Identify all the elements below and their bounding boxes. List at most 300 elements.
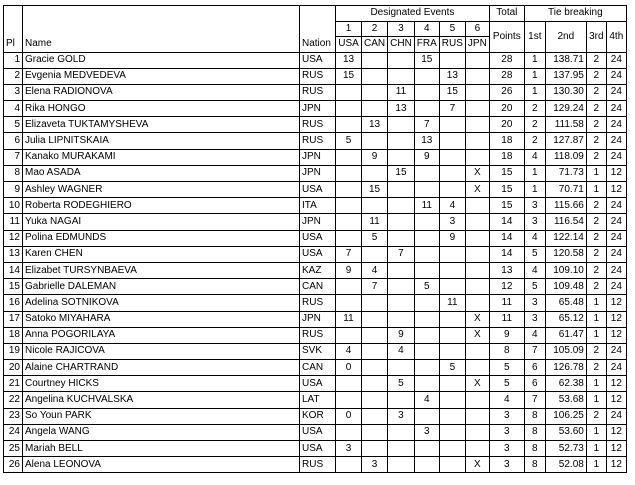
- event-points-cell: [414, 343, 439, 359]
- tie-3rd-cell: 2: [586, 246, 606, 262]
- nation-header-mid: [300, 21, 336, 37]
- event-points-cell: 4: [439, 198, 465, 214]
- tie-2nd-cell: 130.30: [545, 84, 586, 100]
- tie-4th-cell: 12: [606, 376, 626, 392]
- table-row: [4, 149, 627, 165]
- tie-3rd-cell: 1: [586, 392, 606, 408]
- event-points-cell: [336, 198, 362, 214]
- table-row: [4, 343, 627, 359]
- event-points-cell: [362, 424, 388, 440]
- nation-cell: KOR: [300, 408, 336, 424]
- name-cell: Mariah BELL: [23, 441, 300, 457]
- tie-1st-cell: 8: [524, 424, 545, 440]
- name-cell: Courtney HICKS: [23, 376, 300, 392]
- event-points-cell: [362, 165, 388, 181]
- place-cell: 23: [4, 408, 23, 424]
- total-points-cell: 11: [489, 295, 524, 311]
- place-cell: 15: [4, 279, 23, 295]
- name-cell: Polina EDMUNDS: [23, 230, 300, 246]
- event-code: RUS: [439, 37, 465, 53]
- name-cell: Kanako MURAKAMI: [23, 149, 300, 165]
- event-points-cell: [414, 182, 439, 198]
- event-points-cell: [388, 198, 415, 214]
- place-cell: 6: [4, 133, 23, 149]
- event-points-cell: [439, 117, 465, 133]
- tie-4th-cell: 24: [606, 101, 626, 117]
- name-cell: Anna POGORILAYA: [23, 327, 300, 343]
- total-points-cell: 8: [489, 343, 524, 359]
- event-points-cell: [439, 52, 465, 68]
- tie-2nd-cell: 65.48: [545, 295, 586, 311]
- event-points-cell: 0: [336, 408, 362, 424]
- event-points-cell: 15: [336, 68, 362, 84]
- event-points-cell: [414, 246, 439, 262]
- event-code: USA: [336, 37, 362, 53]
- event-points-cell: 3: [336, 441, 362, 457]
- tie-2nd-cell: 118.09: [545, 149, 586, 165]
- pl-header: Pl: [4, 37, 23, 53]
- event-points-cell: [336, 457, 362, 473]
- event-points-cell: [362, 52, 388, 68]
- event-points-cell: [362, 392, 388, 408]
- event-points-cell: [336, 117, 362, 133]
- tie-4th-cell: 24: [606, 117, 626, 133]
- event-points-cell: [465, 408, 489, 424]
- event-points-cell: [336, 101, 362, 117]
- event-points-cell: [388, 214, 415, 230]
- total-points-cell: 28: [489, 68, 524, 84]
- total-points-cell: 20: [489, 117, 524, 133]
- name-cell: Alena LEONOVA: [23, 457, 300, 473]
- name-cell: Gracie GOLD: [23, 52, 300, 68]
- tie-breaking-header: Tie breaking: [524, 6, 626, 22]
- total-points-cell: 12: [489, 279, 524, 295]
- total-points-cell: 20: [489, 101, 524, 117]
- tie-3rd-cell: 2: [586, 198, 606, 214]
- table-row: [4, 424, 627, 440]
- tie-4th-cell: 24: [606, 84, 626, 100]
- event-points-cell: X: [465, 165, 489, 181]
- event-points-cell: 11: [439, 295, 465, 311]
- event-points-cell: 15: [439, 84, 465, 100]
- nation-cell: JPN: [300, 214, 336, 230]
- event-points-cell: [362, 327, 388, 343]
- total-points-cell: 15: [489, 182, 524, 198]
- tie-3rd-cell: 2: [586, 101, 606, 117]
- event-points-cell: [388, 360, 415, 376]
- event-points-cell: X: [465, 311, 489, 327]
- place-cell: 26: [4, 457, 23, 473]
- event-points-cell: 7: [414, 117, 439, 133]
- tie-3rd-cell: 2: [586, 343, 606, 359]
- event-points-cell: [336, 376, 362, 392]
- table-row: [4, 246, 627, 262]
- event-points-cell: [362, 101, 388, 117]
- event-points-cell: 11: [336, 311, 362, 327]
- nation-cell: RUS: [300, 68, 336, 84]
- tie-2nd-cell: 71.73: [545, 165, 586, 181]
- event-points-cell: 0: [336, 360, 362, 376]
- tie-2nd-cell: 105.09: [545, 343, 586, 359]
- tie-4th-cell: 12: [606, 165, 626, 181]
- name-cell: Adelina SOTNIKOVA: [23, 295, 300, 311]
- name-cell: Rika HONGO: [23, 101, 300, 117]
- tie-4th-cell: 24: [606, 198, 626, 214]
- name-header-top: [23, 6, 300, 22]
- tie-3rd-cell: 2: [586, 262, 606, 278]
- tie-4th-cell: 12: [606, 441, 626, 457]
- place-cell: 1: [4, 52, 23, 68]
- event-points-cell: [336, 424, 362, 440]
- nation-cell: RUS: [300, 457, 336, 473]
- tie-1st-cell: 1: [524, 165, 545, 181]
- place-cell: 21: [4, 376, 23, 392]
- place-cell: 16: [4, 295, 23, 311]
- event-points-cell: 11: [388, 84, 415, 100]
- event-points-cell: X: [465, 376, 489, 392]
- total-points-cell: 18: [489, 133, 524, 149]
- event-points-cell: [362, 246, 388, 262]
- tie-2nd-cell: 61.47: [545, 327, 586, 343]
- tie-1st-cell: 1: [524, 68, 545, 84]
- table-row: [4, 392, 627, 408]
- event-points-cell: [388, 52, 415, 68]
- event-points-cell: [439, 149, 465, 165]
- tie-4th-cell: 24: [606, 360, 626, 376]
- table-row: [4, 360, 627, 376]
- event-points-cell: [439, 376, 465, 392]
- total-points-cell: 4: [489, 392, 524, 408]
- total-points-cell: 3: [489, 424, 524, 440]
- tie-1st-cell: 3: [524, 214, 545, 230]
- event-points-cell: 5: [414, 279, 439, 295]
- tie-2nd-cell: 106.25: [545, 408, 586, 424]
- event-number: 2: [362, 21, 388, 37]
- event-points-cell: [388, 311, 415, 327]
- name-header: Name: [23, 37, 300, 53]
- standings-table: [3, 5, 627, 473]
- event-points-cell: [414, 408, 439, 424]
- place-cell: 22: [4, 392, 23, 408]
- tie-4th-cell: 24: [606, 133, 626, 149]
- event-points-cell: 3: [439, 214, 465, 230]
- place-cell: 11: [4, 214, 23, 230]
- event-points-cell: [362, 408, 388, 424]
- place-cell: 5: [4, 117, 23, 133]
- event-points-cell: [414, 376, 439, 392]
- event-points-cell: [414, 441, 439, 457]
- event-points-cell: [439, 165, 465, 181]
- event-points-cell: 5: [388, 376, 415, 392]
- event-points-cell: 7: [362, 279, 388, 295]
- tie-1st-cell: 7: [524, 392, 545, 408]
- tie-col-header: 1st: [524, 21, 545, 52]
- name-cell: Satoko MIYAHARA: [23, 311, 300, 327]
- event-points-cell: [388, 230, 415, 246]
- event-points-cell: 4: [362, 262, 388, 278]
- table-row: [4, 84, 627, 100]
- tie-2nd-cell: 53.68: [545, 392, 586, 408]
- tie-1st-cell: 4: [524, 262, 545, 278]
- table-row: [4, 101, 627, 117]
- event-points-cell: [388, 133, 415, 149]
- tie-3rd-cell: 2: [586, 133, 606, 149]
- event-code: CHN: [388, 37, 415, 53]
- nation-cell: KAZ: [300, 262, 336, 278]
- place-cell: 10: [4, 198, 23, 214]
- tie-1st-cell: 5: [524, 279, 545, 295]
- table-row: [4, 376, 627, 392]
- table-row: [4, 165, 627, 181]
- name-cell: Mao ASADA: [23, 165, 300, 181]
- event-code: FRA: [414, 37, 439, 53]
- event-points-cell: [414, 327, 439, 343]
- tie-2nd-cell: 129.24: [545, 101, 586, 117]
- nation-cell: RUS: [300, 117, 336, 133]
- total-points-cell: 18: [489, 149, 524, 165]
- tie-2nd-cell: 111.58: [545, 117, 586, 133]
- name-cell: Roberta RODEGHIERO: [23, 198, 300, 214]
- event-points-cell: [439, 327, 465, 343]
- tie-1st-cell: 1: [524, 182, 545, 198]
- tie-3rd-cell: 1: [586, 457, 606, 473]
- tie-1st-cell: 8: [524, 408, 545, 424]
- event-number: 6: [465, 21, 489, 37]
- tie-1st-cell: 2: [524, 101, 545, 117]
- event-points-cell: [465, 246, 489, 262]
- event-points-cell: [388, 295, 415, 311]
- event-points-cell: 9: [439, 230, 465, 246]
- total-points-cell: 3: [489, 457, 524, 473]
- event-points-cell: 15: [388, 165, 415, 181]
- table-row: [4, 441, 627, 457]
- event-points-cell: [362, 343, 388, 359]
- tie-4th-cell: 24: [606, 52, 626, 68]
- event-points-cell: [388, 279, 415, 295]
- event-points-cell: 3: [362, 457, 388, 473]
- tie-1st-cell: 4: [524, 149, 545, 165]
- total-points-cell: 28: [489, 52, 524, 68]
- tie-3rd-cell: 2: [586, 360, 606, 376]
- table-row: [4, 52, 627, 68]
- table-row: [4, 457, 627, 473]
- event-points-cell: [388, 392, 415, 408]
- points-header: Points: [489, 21, 524, 52]
- event-points-cell: [362, 295, 388, 311]
- place-cell: 25: [4, 441, 23, 457]
- place-cell: 7: [4, 149, 23, 165]
- event-points-cell: [439, 457, 465, 473]
- table-row: [4, 214, 627, 230]
- name-cell: Evgenia MEDVEDEVA: [23, 68, 300, 84]
- event-number: 1: [336, 21, 362, 37]
- place-cell: 14: [4, 262, 23, 278]
- event-points-cell: [336, 182, 362, 198]
- event-points-cell: 7: [439, 101, 465, 117]
- event-points-cell: [362, 133, 388, 149]
- tie-2nd-cell: 62.38: [545, 376, 586, 392]
- event-points-cell: X: [465, 457, 489, 473]
- event-points-cell: [336, 165, 362, 181]
- event-points-cell: [336, 149, 362, 165]
- tie-3rd-cell: 1: [586, 424, 606, 440]
- name-cell: Elizabet TURSYNBAEVA: [23, 262, 300, 278]
- event-points-cell: [336, 230, 362, 246]
- tie-3rd-cell: 2: [586, 214, 606, 230]
- event-points-cell: [414, 457, 439, 473]
- nation-cell: USA: [300, 182, 336, 198]
- total-points-cell: 3: [489, 441, 524, 457]
- tie-3rd-cell: 1: [586, 441, 606, 457]
- event-points-cell: 13: [362, 117, 388, 133]
- event-points-cell: [414, 165, 439, 181]
- tie-4th-cell: 12: [606, 311, 626, 327]
- nation-cell: JPN: [300, 101, 336, 117]
- tie-1st-cell: 3: [524, 295, 545, 311]
- nation-cell: USA: [300, 376, 336, 392]
- nation-cell: RUS: [300, 84, 336, 100]
- event-code: JPN: [465, 37, 489, 53]
- name-cell: Angela WANG: [23, 424, 300, 440]
- event-points-cell: 5: [362, 230, 388, 246]
- name-cell: Ashley WAGNER: [23, 182, 300, 198]
- tie-1st-cell: 6: [524, 360, 545, 376]
- tie-3rd-cell: 1: [586, 182, 606, 198]
- tie-3rd-cell: 2: [586, 84, 606, 100]
- nation-header-top: [300, 6, 336, 22]
- name-cell: Alaine CHARTRAND: [23, 360, 300, 376]
- tie-2nd-cell: 126.78: [545, 360, 586, 376]
- event-points-cell: [465, 279, 489, 295]
- event-points-cell: [388, 424, 415, 440]
- tie-2nd-cell: 52.08: [545, 457, 586, 473]
- table-row: [4, 311, 627, 327]
- tie-3rd-cell: 2: [586, 68, 606, 84]
- event-points-cell: [439, 424, 465, 440]
- header-row-2: [4, 21, 627, 37]
- event-points-cell: 13: [439, 68, 465, 84]
- event-points-cell: [465, 117, 489, 133]
- event-points-cell: [439, 262, 465, 278]
- tie-4th-cell: 12: [606, 424, 626, 440]
- tie-2nd-cell: 138.71: [545, 52, 586, 68]
- place-cell: 4: [4, 101, 23, 117]
- event-points-cell: 13: [336, 52, 362, 68]
- event-points-cell: [439, 408, 465, 424]
- tie-4th-cell: 24: [606, 149, 626, 165]
- place-cell: 8: [4, 165, 23, 181]
- event-points-cell: [336, 84, 362, 100]
- header-row-1: [4, 6, 627, 22]
- event-points-cell: [336, 279, 362, 295]
- table-row: [4, 230, 627, 246]
- event-number: 3: [388, 21, 415, 37]
- place-cell: 19: [4, 343, 23, 359]
- tie-1st-cell: 1: [524, 84, 545, 100]
- total-points-cell: 14: [489, 230, 524, 246]
- event-points-cell: [414, 101, 439, 117]
- event-points-cell: [465, 262, 489, 278]
- event-points-cell: [465, 441, 489, 457]
- event-points-cell: 3: [388, 408, 415, 424]
- event-points-cell: [414, 230, 439, 246]
- name-cell: Yuka NAGAI: [23, 214, 300, 230]
- event-points-cell: 13: [414, 133, 439, 149]
- tie-1st-cell: 3: [524, 311, 545, 327]
- nation-cell: LAT: [300, 392, 336, 408]
- event-number: 4: [414, 21, 439, 37]
- event-points-cell: 5: [439, 360, 465, 376]
- table-row: [4, 68, 627, 84]
- event-points-cell: [362, 84, 388, 100]
- nation-cell: JPN: [300, 149, 336, 165]
- nation-cell: RUS: [300, 295, 336, 311]
- place-cell: 13: [4, 246, 23, 262]
- event-points-cell: [465, 230, 489, 246]
- tie-2nd-cell: 65.12: [545, 311, 586, 327]
- tie-col-header: 3rd: [586, 21, 606, 52]
- event-points-cell: [439, 246, 465, 262]
- event-points-cell: [362, 311, 388, 327]
- tie-2nd-cell: 115.66: [545, 198, 586, 214]
- tie-2nd-cell: 116.54: [545, 214, 586, 230]
- event-points-cell: [362, 68, 388, 84]
- total-points-cell: 15: [489, 198, 524, 214]
- event-points-cell: 9: [336, 262, 362, 278]
- event-points-cell: 9: [388, 327, 415, 343]
- tie-4th-cell: 24: [606, 68, 626, 84]
- event-points-cell: [439, 279, 465, 295]
- event-points-cell: [465, 52, 489, 68]
- tie-4th-cell: 24: [606, 230, 626, 246]
- event-points-cell: 13: [388, 101, 415, 117]
- nation-cell: SVK: [300, 343, 336, 359]
- event-points-cell: 11: [362, 214, 388, 230]
- tie-3rd-cell: 2: [586, 117, 606, 133]
- name-cell: Gabrielle DALEMAN: [23, 279, 300, 295]
- event-points-cell: 15: [362, 182, 388, 198]
- total-points-cell: 5: [489, 376, 524, 392]
- event-points-cell: [388, 149, 415, 165]
- event-points-cell: [465, 68, 489, 84]
- table-row: [4, 198, 627, 214]
- nation-cell: USA: [300, 441, 336, 457]
- event-points-cell: [388, 457, 415, 473]
- tie-3rd-cell: 1: [586, 295, 606, 311]
- event-points-cell: [465, 392, 489, 408]
- tie-4th-cell: 12: [606, 327, 626, 343]
- event-points-cell: 5: [336, 133, 362, 149]
- tie-2nd-cell: 52.73: [545, 441, 586, 457]
- event-points-cell: [388, 182, 415, 198]
- tie-1st-cell: 7: [524, 343, 545, 359]
- tie-2nd-cell: 109.48: [545, 279, 586, 295]
- nation-cell: RUS: [300, 133, 336, 149]
- tie-1st-cell: 2: [524, 117, 545, 133]
- place-cell: 24: [4, 424, 23, 440]
- event-points-cell: [336, 327, 362, 343]
- event-points-cell: 9: [414, 149, 439, 165]
- name-cell: Elizaveta TUKTAMYSHEVA: [23, 117, 300, 133]
- event-points-cell: 11: [414, 198, 439, 214]
- event-points-cell: [362, 376, 388, 392]
- event-code: CAN: [362, 37, 388, 53]
- event-points-cell: [439, 182, 465, 198]
- total-points-cell: 11: [489, 311, 524, 327]
- place-cell: 3: [4, 84, 23, 100]
- tie-3rd-cell: 2: [586, 408, 606, 424]
- event-points-cell: [414, 68, 439, 84]
